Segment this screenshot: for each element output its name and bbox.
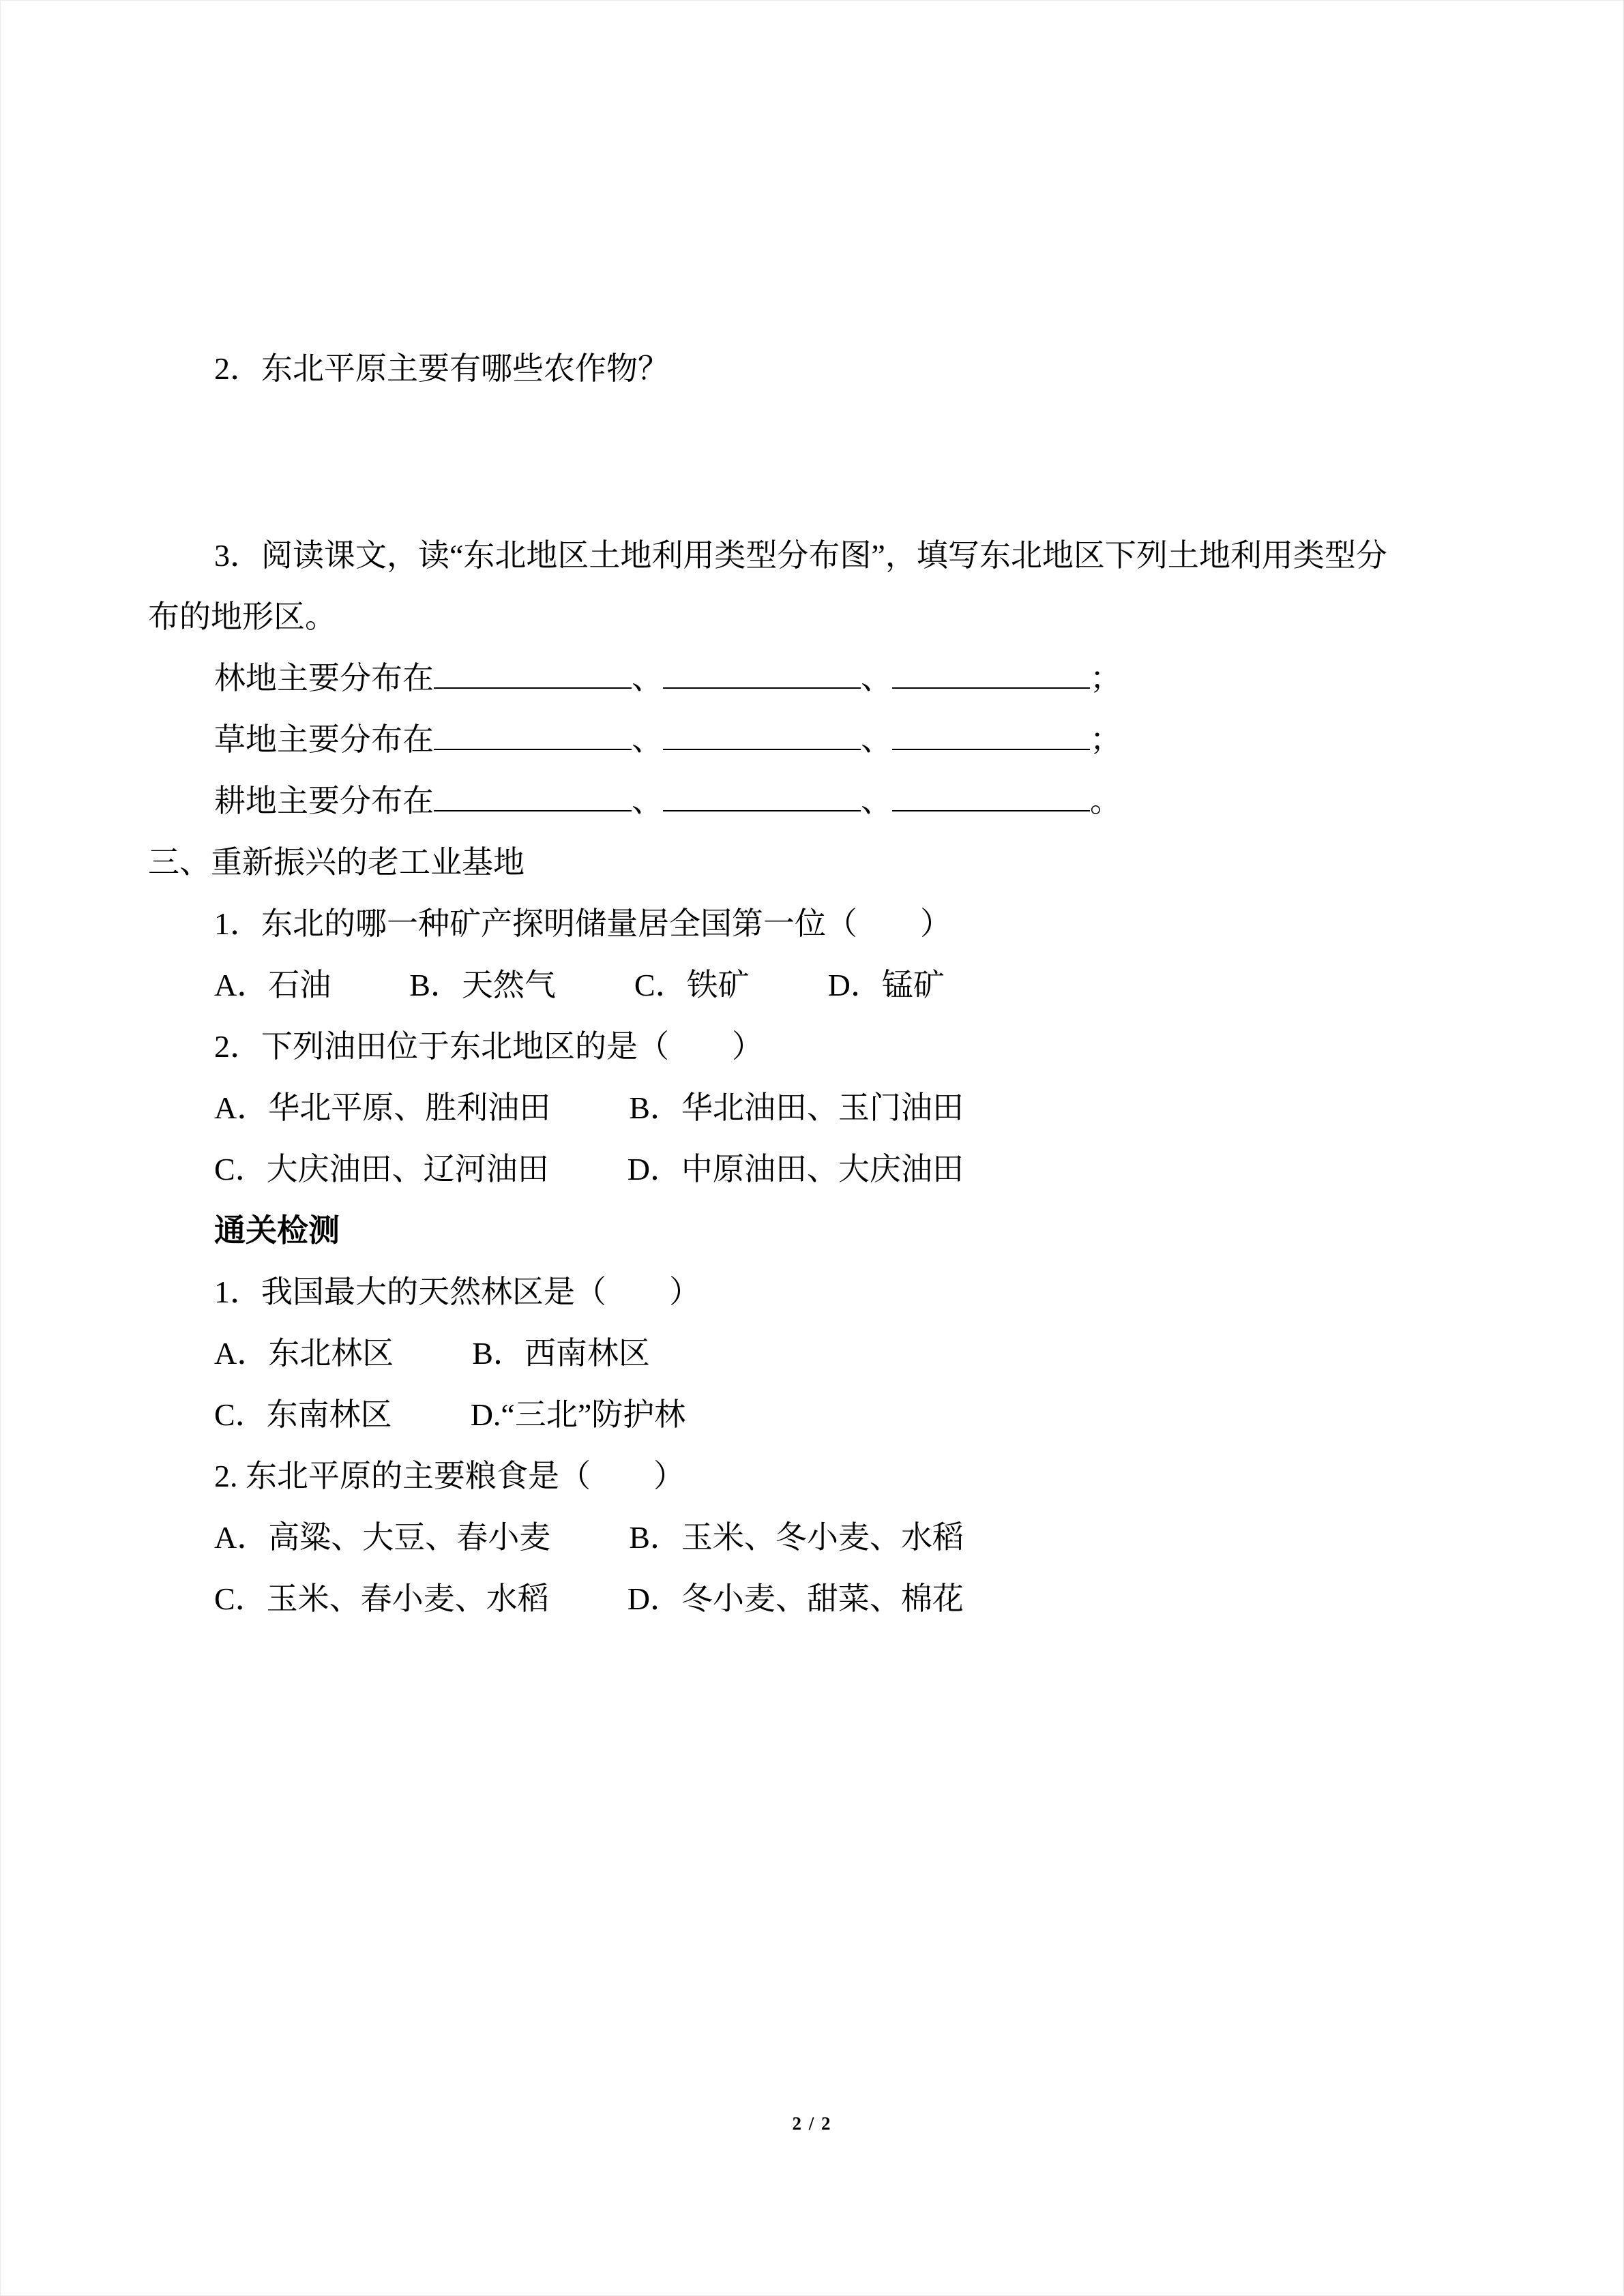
section-three-heading: 三、重新振兴的老工业基地 <box>148 845 525 880</box>
answer-blank <box>663 743 861 750</box>
section3-question-1: 1．东北的哪一种矿产探明储量居全国第一位（ ） <box>214 906 951 941</box>
option-a: A．石油 <box>214 968 331 1002</box>
option-c: C．铁矿 <box>634 968 750 1002</box>
section3-q1-options <box>148 955 1476 1016</box>
answer-blank <box>892 805 1090 811</box>
option-d: D．中原油田、大庆油田 <box>627 1152 964 1187</box>
option-c: C．大庆油田、辽河油田 <box>214 1152 549 1187</box>
list-separator: 、 <box>632 722 663 757</box>
line-end-punctuation: ； <box>1090 661 1121 696</box>
option-b: B．西南林区 <box>472 1336 650 1371</box>
section3-question-2: 2．下列油田位于东北地区的是（ ） <box>214 1029 763 1064</box>
answer-blank <box>434 682 632 689</box>
answer-blank <box>663 805 861 811</box>
answer-blank <box>892 743 1090 750</box>
option-a: A．高粱、大豆、春小麦 <box>214 1520 551 1555</box>
fill-prefix: 耕地主要分布在 <box>214 784 434 818</box>
check-q2-options-row-2 <box>148 1568 1476 1630</box>
question-2: 2．东北平原主要有哪些农作物？ <box>214 351 669 386</box>
answer-blank <box>434 805 632 811</box>
list-separator: 、 <box>861 784 892 818</box>
check-question-2: 2. 东北平原的主要粮食是（ ） <box>214 1459 685 1493</box>
list-separator: 、 <box>632 661 663 696</box>
question-3-line-1: 3．阅读课文，读“东北地区土地利用类型分布图”，填写东北地区下列土地利用类型分 <box>214 538 1387 573</box>
check-q2-options-row-1 <box>148 1507 1476 1568</box>
list-separator: 、 <box>861 722 892 757</box>
option-d: D．冬小麦、甜菜、棉花 <box>627 1581 964 1616</box>
page-number: 2 / 2 <box>792 2113 832 2134</box>
answer-blank <box>434 743 632 750</box>
question-3-line-2: 布的地形区。 <box>148 599 336 634</box>
line-end-punctuation: 。 <box>1090 784 1121 818</box>
line-end-punctuation: ； <box>1090 722 1121 757</box>
fill-line-cropland <box>148 771 1476 832</box>
check-section-heading: 通关检测 <box>214 1213 340 1248</box>
section3-q2-options-row-2 <box>148 1139 1476 1200</box>
section3-q2-options-row-1 <box>148 1077 1476 1139</box>
option-c: C．玉米、春小麦、水稻 <box>214 1581 549 1616</box>
check-question-1: 1．我国最大的天然林区是（ ） <box>214 1274 700 1309</box>
option-d: D．锰矿 <box>827 968 945 1002</box>
check-q1-options-row-2 <box>148 1384 1476 1446</box>
option-b: B．天然气 <box>409 968 556 1002</box>
list-separator: 、 <box>632 784 663 818</box>
answer-blank <box>663 682 861 689</box>
option-b: B．玉米、冬小麦、水稻 <box>629 1520 964 1555</box>
fill-line-grassland <box>148 709 1476 771</box>
fill-prefix: 草地主要分布在 <box>214 722 434 757</box>
fill-line-woodland <box>148 648 1476 709</box>
option-d: D.“三北”防护林 <box>470 1397 686 1432</box>
option-a: A．华北平原、胜利油田 <box>214 1090 551 1125</box>
check-q1-options-row-1 <box>148 1323 1476 1384</box>
answer-blank <box>892 682 1090 689</box>
option-a: A．东北林区 <box>214 1336 394 1371</box>
option-b: B．华北油田、玉门油田 <box>629 1090 964 1125</box>
list-separator: 、 <box>861 661 892 696</box>
document-content <box>1 1 1623 1630</box>
option-c: C．东南林区 <box>214 1397 392 1432</box>
fill-prefix: 林地主要分布在 <box>214 661 434 696</box>
